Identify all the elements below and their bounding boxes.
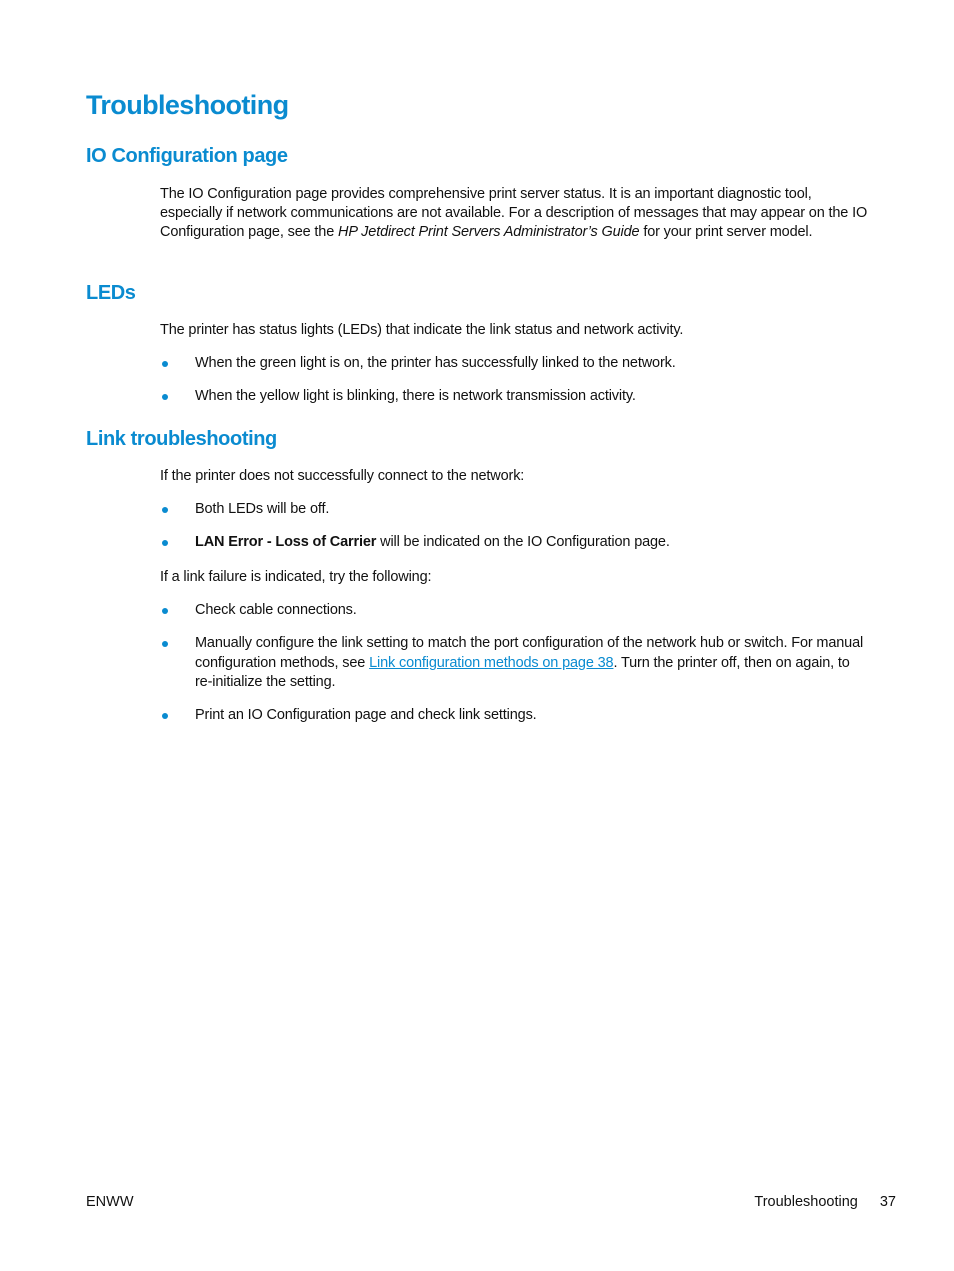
bullet-icon bbox=[162, 394, 168, 400]
link-configuration-methods-link[interactable]: Link configuration methods on page 38 bbox=[369, 654, 614, 671]
io-config-text-1: The IO Configuration page provides comprehensive print server status. It is an important diagnostic tool, especially if network communications are not available. For a description of messages that may appear on the IO Configuration page, see the bbox=[160, 186, 868, 240]
io-configuration-paragraph bbox=[160, 185, 870, 242]
lan-error-label: LAN Error - Loss of Carrier bbox=[195, 534, 377, 550]
bullet-icon bbox=[162, 713, 168, 719]
bullet-icon bbox=[162, 641, 168, 647]
link-intro: If the printer does not successfully connect to the network: bbox=[160, 468, 525, 484]
bullet-icon bbox=[162, 507, 168, 513]
lan-error-rest: will be indicated on the IO Configuration page. bbox=[376, 534, 670, 550]
section-heading-leds: LEDs bbox=[86, 282, 136, 304]
bullet-icon bbox=[162, 608, 168, 614]
manual-config-text-1: Manually configure the link setting to match the port configuration of the network hub or switch. For manual configuration methods, see bbox=[195, 635, 864, 671]
footer-enww: ENWW bbox=[86, 1194, 134, 1210]
list-item-text: Check cable connections. bbox=[195, 602, 357, 618]
list-item-text: Both LEDs will be off. bbox=[195, 501, 330, 517]
link-failure-intro: If a link failure is indicated, try the following: bbox=[160, 569, 432, 585]
admin-guide-title: HP Jetdirect Print Servers Administrator’s Guide bbox=[338, 224, 640, 240]
page-title: Troubleshooting bbox=[86, 90, 289, 120]
list-item-text bbox=[195, 634, 870, 693]
section-heading-io-configuration: IO Configuration page bbox=[86, 145, 288, 167]
page-number: 37 bbox=[879, 1194, 896, 1210]
list-item-text: When the yellow light is blinking, there is network transmission activity. bbox=[195, 388, 636, 404]
list-item-text: When the green light is on, the printer has successfully linked to the network. bbox=[195, 355, 676, 371]
bullet-icon bbox=[162, 361, 168, 367]
io-config-text-2: for your print server model. bbox=[639, 224, 813, 240]
manual-config-text-2: . Turn the printer off, then on again, to re-initialize the setting. bbox=[195, 654, 850, 690]
footer-page-info bbox=[754, 1194, 896, 1210]
bullet-icon bbox=[162, 540, 168, 546]
list-item-text: Print an IO Configuration page and check link settings. bbox=[195, 707, 537, 723]
leds-intro: The printer has status lights (LEDs) that indicate the link status and network activity. bbox=[160, 322, 684, 338]
list-item-text bbox=[195, 533, 870, 553]
footer-section-title: Troubleshooting bbox=[754, 1194, 858, 1210]
section-heading-link-troubleshooting: Link troubleshooting bbox=[86, 428, 277, 450]
